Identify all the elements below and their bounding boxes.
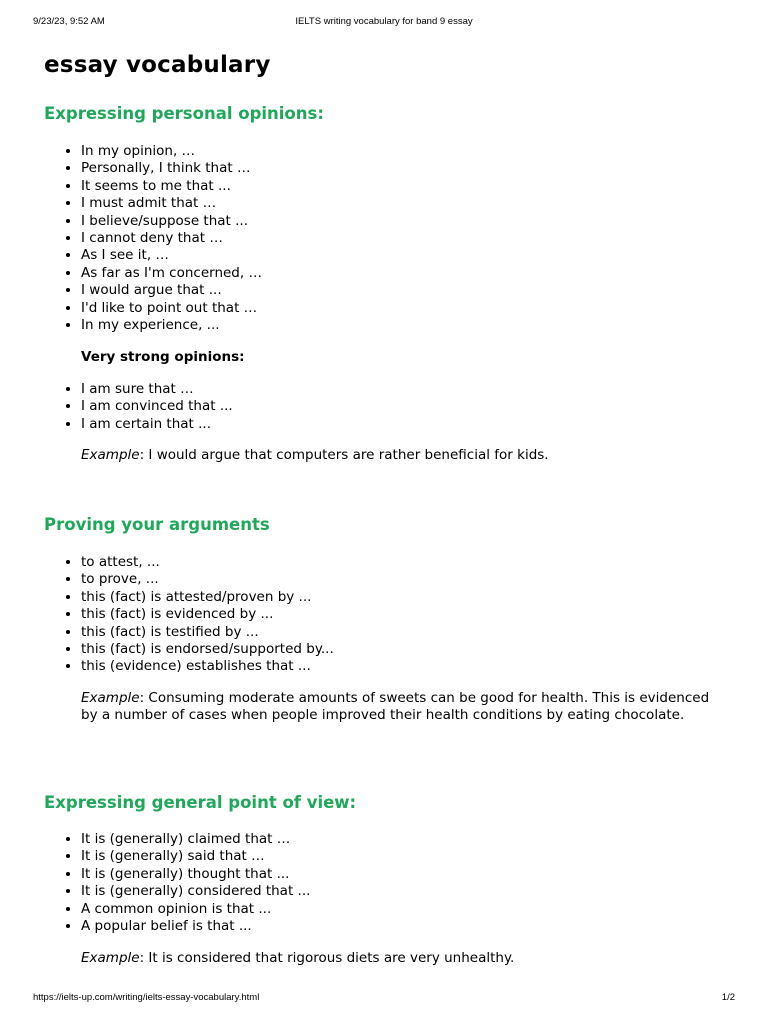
example-personal-opinions — [81, 447, 721, 464]
example-general-view — [81, 950, 721, 967]
example-proving-arguments — [81, 690, 721, 725]
proving-arguments-list — [44, 554, 334, 676]
print-datetime: 9/23/23, 9:52 AM — [33, 16, 105, 27]
example-label: Example — [81, 950, 140, 966]
list-item: • In my experience, ... — [81, 317, 262, 334]
list-item: • I cannot deny that … — [81, 230, 262, 247]
list-item: • It is (generally) thought that ... — [81, 866, 310, 883]
list-item: • A popular belief is that ... — [81, 918, 310, 935]
print-footer — [0, 992, 768, 1006]
print-page-number: 1/2 — [721, 992, 735, 1003]
example-text: : Consuming moderate amounts of sweets can be good for health. This is evidenced by a number of cases when people improved their health conditions by eating chocolate. — [81, 690, 710, 724]
example-label: Example — [81, 447, 140, 463]
section-heading-proving-arguments: Proving your arguments — [44, 515, 270, 534]
print-header — [0, 16, 768, 30]
list-item: • As I see it, … — [81, 247, 262, 264]
section-heading-general-view: Expressing general point of view: — [44, 793, 357, 812]
list-item: • Personally, I think that … — [81, 160, 262, 177]
list-item: • In my opinion, … — [81, 143, 262, 160]
list-item: • this (evidence) establishes that ... — [81, 658, 334, 675]
list-item: • this (fact) is attested/proven by ... — [81, 589, 334, 606]
print-document-title: IELTS writing vocabulary for band 9 essay — [295, 16, 473, 27]
list-item: • I am convinced that ... — [81, 398, 233, 415]
list-item: • I am certain that ... — [81, 416, 233, 433]
strong-opinions-list — [44, 381, 233, 433]
list-item: • It seems to me that ... — [81, 178, 262, 195]
list-item: • It is (generally) considered that ... — [81, 883, 310, 900]
example-text: : I would argue that computers are rather beneficial for kids. — [139, 447, 549, 463]
list-item: • this (fact) is endorsed/supported by... — [81, 641, 334, 658]
example-text: : It is considered that rigorous diets are very unhealthy. — [139, 950, 515, 966]
list-item: • I would argue that ... — [81, 282, 262, 299]
list-item: • It is (generally) said that … — [81, 848, 310, 865]
list-item: • I am sure that … — [81, 381, 233, 398]
list-item: • It is (generally) claimed that … — [81, 831, 310, 848]
list-item: • this (fact) is testified by ... — [81, 624, 334, 641]
list-item: • I'd like to point out that … — [81, 300, 262, 317]
list-item: • As far as I'm concerned, … — [81, 265, 262, 282]
page-title: essay vocabulary — [44, 52, 271, 78]
example-label: Example — [81, 690, 140, 706]
list-item: • this (fact) is evidenced by ... — [81, 606, 334, 623]
strong-opinions-subheading: Very strong opinions: — [81, 349, 245, 365]
general-view-list — [44, 831, 310, 935]
section-heading-personal-opinions: Expressing personal opinions: — [44, 104, 324, 123]
print-url: https://ielts-up.com/writing/ielts-essay-vocabulary.html — [33, 992, 260, 1003]
list-item: • to prove, ... — [81, 571, 334, 588]
list-item: • to attest, ... — [81, 554, 334, 571]
personal-opinions-list — [44, 143, 262, 334]
list-item: • A common opinion is that ... — [81, 901, 310, 918]
list-item: • I believe/suppose that ... — [81, 213, 262, 230]
list-item: • I must admit that … — [81, 195, 262, 212]
